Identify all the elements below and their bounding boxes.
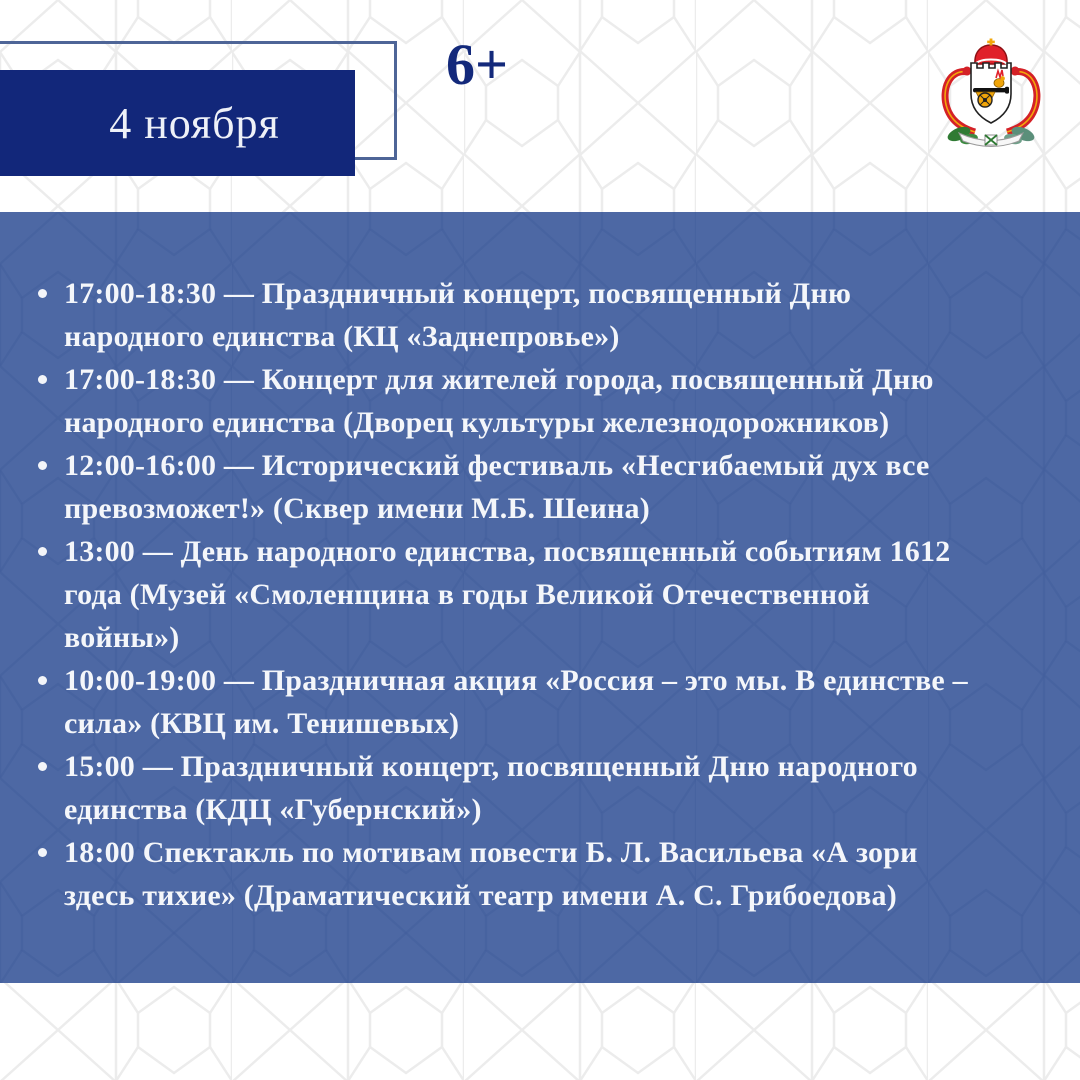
list-item (38, 358, 1052, 444)
events-panel (0, 212, 1080, 983)
event-line: войны») (64, 621, 180, 654)
bullet-icon (38, 289, 47, 298)
event-line: 15:00 — Праздничный концерт, посвященный Дню народного (64, 750, 918, 783)
list-item (38, 530, 1052, 659)
smolensk-coat-of-arms-icon (932, 38, 1050, 152)
age-rating-badge: 6+ (446, 32, 509, 97)
event-line: здесь тихие» (Драматический театр имени А. С. Грибоедова) (64, 879, 897, 912)
event-line: 13:00 — День народного единства, посвященный событиям 1612 (64, 535, 951, 568)
list-item (38, 745, 1052, 831)
event-line: превозможет!» (Сквер имени М.Б. Шеина) (64, 492, 650, 525)
list-item (38, 659, 1052, 745)
event-line: единства (КДЦ «Губернский») (64, 793, 482, 826)
bullet-icon (38, 762, 47, 771)
event-line: народного единства (Дворец культуры железнодорожников) (64, 406, 890, 439)
event-line: 17:00-18:30 — Праздничный концерт, посвященный Дню (64, 277, 852, 310)
list-item (38, 444, 1052, 530)
event-line: 12:00-16:00 — Исторический фестиваль «Несгибаемый дух все (64, 449, 930, 482)
bullet-icon (38, 375, 47, 384)
event-line: сила» (КВЦ им. Тенишевых) (64, 707, 460, 740)
list-item (38, 831, 1052, 917)
event-list (0, 212, 1080, 917)
event-line: года (Музей «Смоленщина в годы Великой Отечественной (64, 578, 870, 611)
list-item (38, 272, 1052, 358)
bullet-icon (38, 547, 47, 556)
bullet-icon (38, 461, 47, 470)
bullet-icon (38, 848, 47, 857)
event-line: 18:00 Спектакль по мотивам повести Б. Л. Васильева «А зори (64, 836, 918, 869)
event-line: народного единства (КЦ «Заднепровье») (64, 320, 620, 353)
bullet-icon (38, 676, 47, 685)
event-line: 17:00-18:30 — Концерт для жителей города, посвященный Дню (64, 363, 934, 396)
date-label: 4 ноября (109, 98, 280, 148)
event-line: 10:00-19:00 — Праздничная акция «Россия – это мы. В единстве – (64, 664, 968, 697)
date-badge (0, 70, 355, 176)
